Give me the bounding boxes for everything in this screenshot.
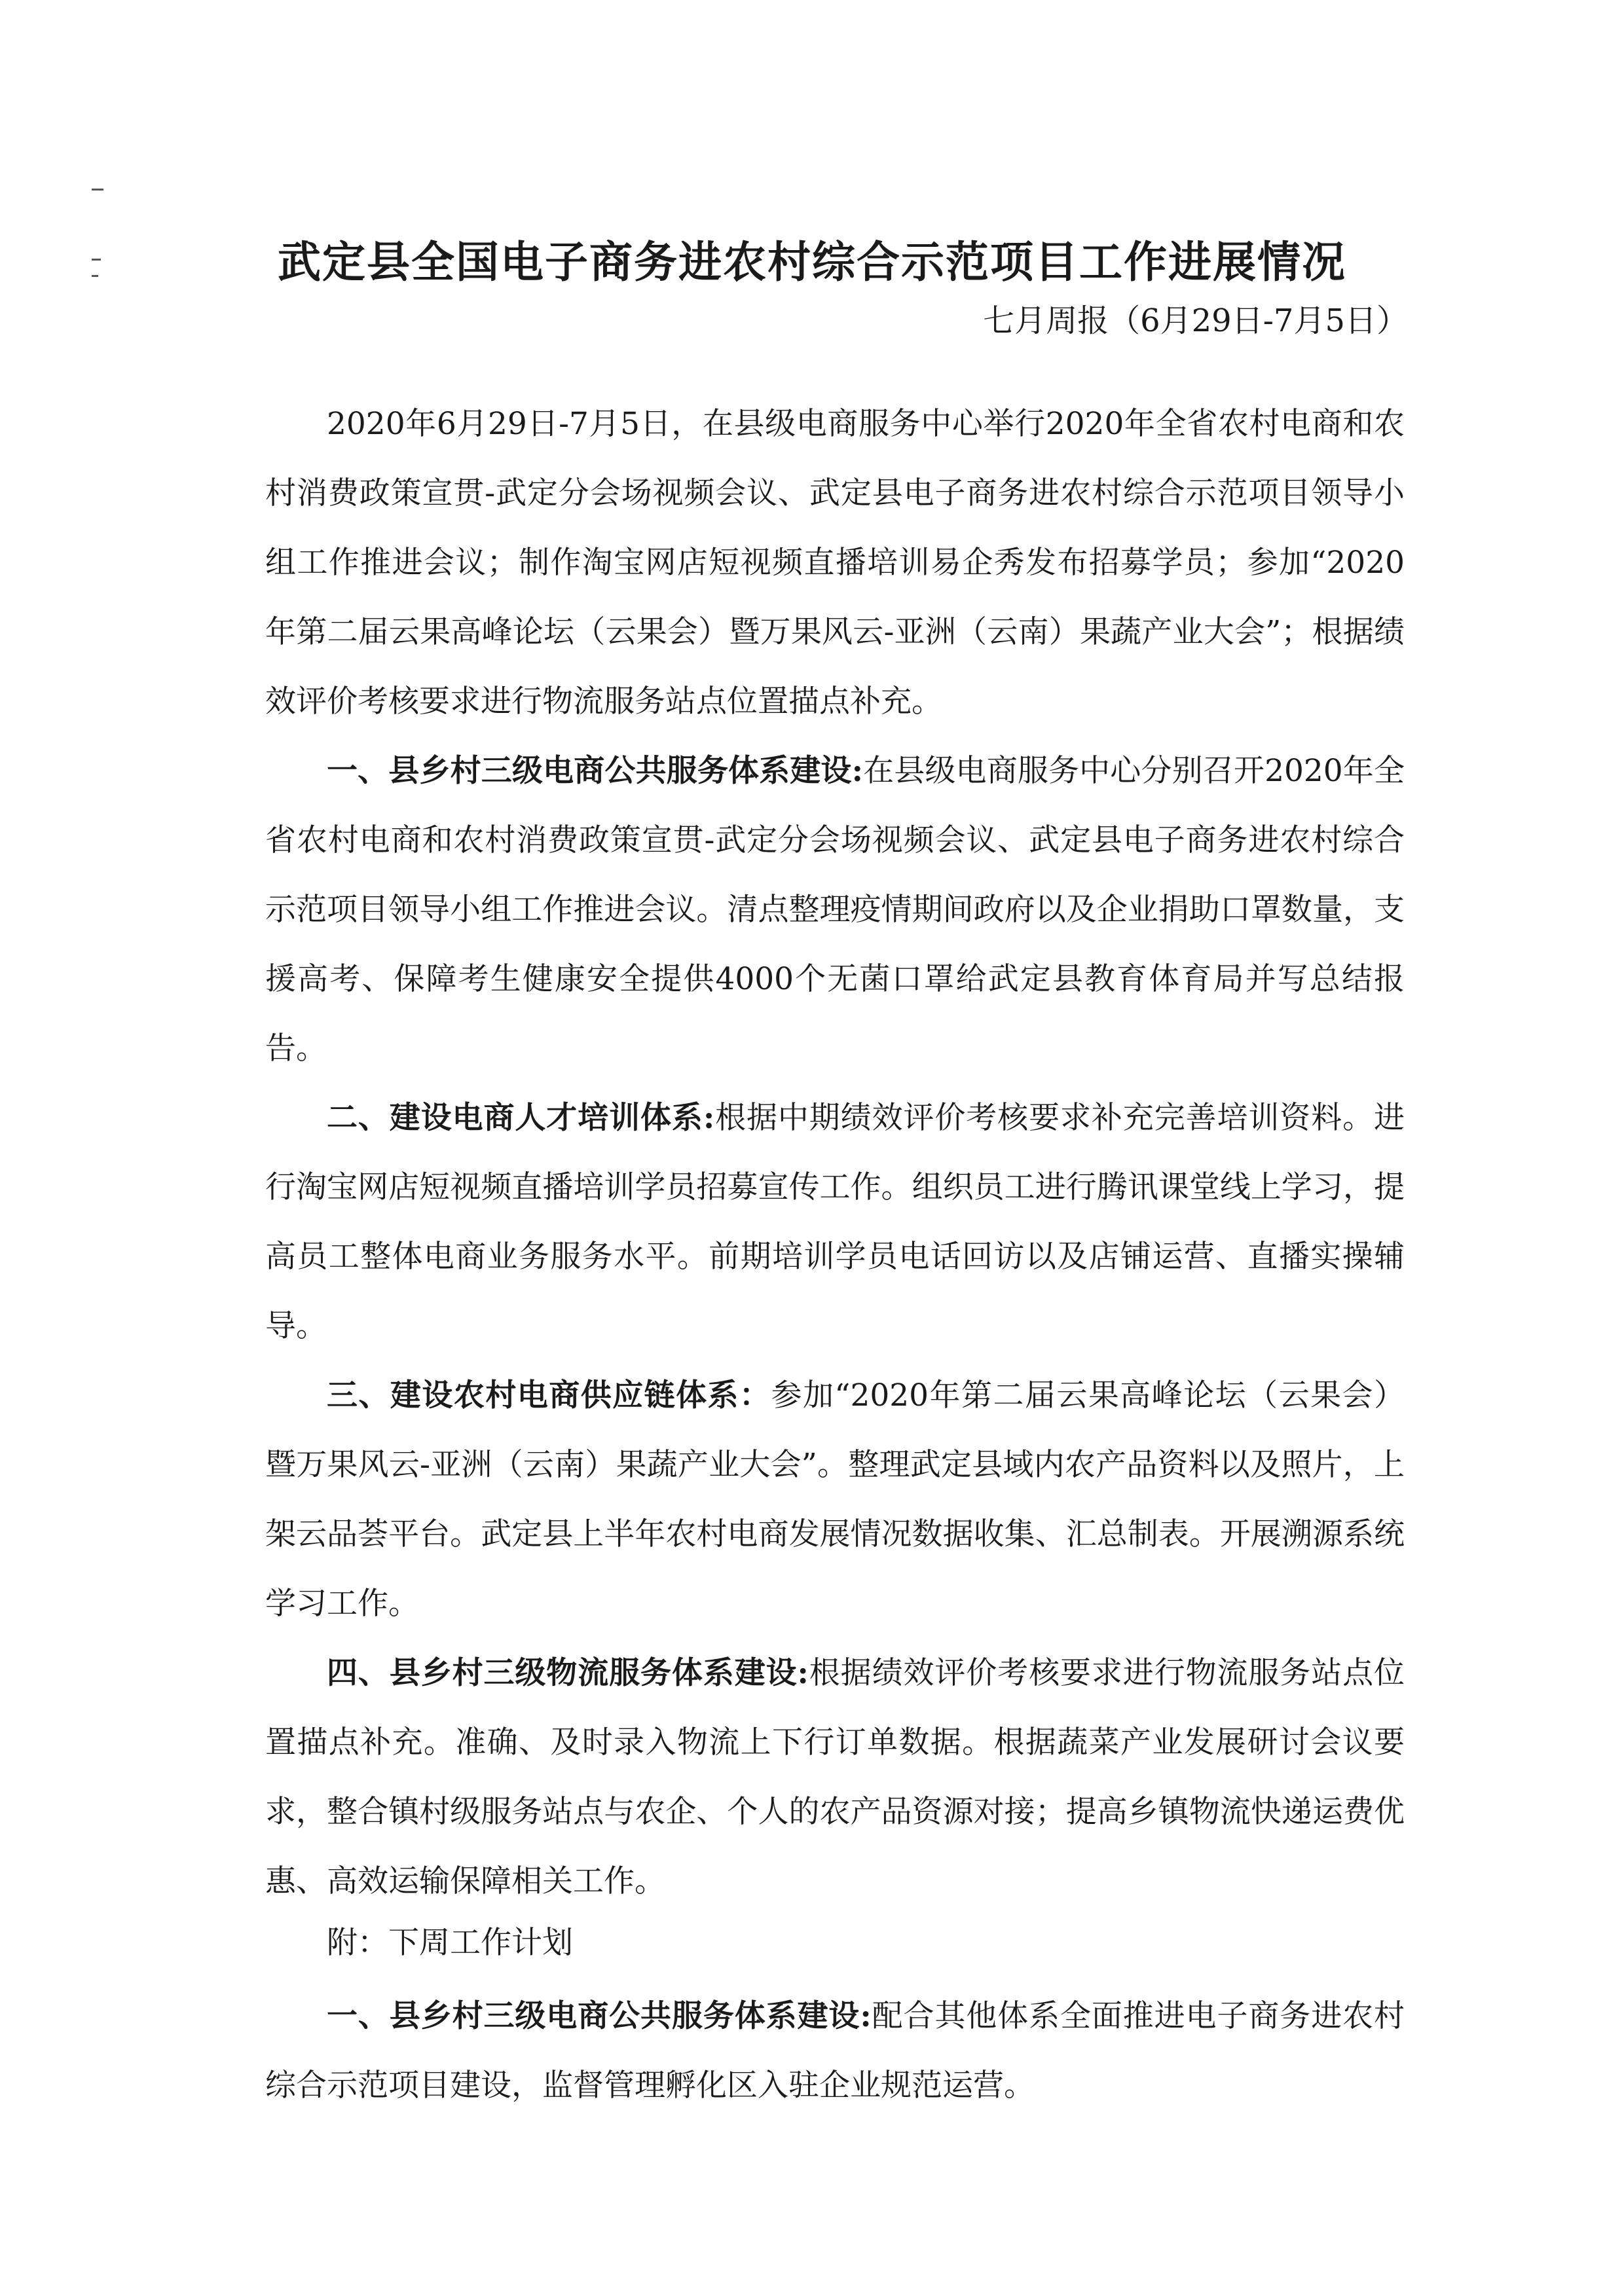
section-paragraph xyxy=(265,1361,1405,1639)
section-heading: 二、建设电商人才培训体系: xyxy=(327,1100,715,1136)
section-heading: 一、县乡村三级电商公共服务体系建设: xyxy=(327,753,863,789)
appendix xyxy=(265,1908,1405,2121)
document-subtitle: 七月周报（6月29日-7月5日） xyxy=(983,302,1408,339)
appendix-item-text: 配合其他体系全面推进电子商务进农村综合示范项目建设，监督管理孵化区入驻企业规范运营。 xyxy=(265,1998,1405,2104)
section-heading: 三、建设农村电商供应链体系： xyxy=(327,1377,771,1413)
section-text: 根据绩效评价考核要求进行物流服务站点位置描点补充。准确、及时录入物流上下行订单数据。根据蔬菜产业发展研讨会议要求，整合镇村级服务站点与农企、个人的农产品资源对接；提高乡镇物流快递运费优惠、高效运输保障相关工作。 xyxy=(265,1655,1405,1899)
appendix-item xyxy=(265,1982,1405,2121)
scan-artifact xyxy=(92,259,101,261)
section-paragraph xyxy=(265,1084,1405,1361)
intro-paragraph: 2020年6月29日-7月5日，在县级电商服务中心举行2020年全省农村电商和农村消费政策宣贯-武定分会场视频会议、武定县电子商务进农村综合示范项目领导小组工作推进会议；制作淘宝网店短视频直播培训易企秀发布招募学员；参加“2020年第二届云果高峰论坛（云果会）暨万果风云-亚洲（云南）果蔬产业大会”；根据绩效评价考核要求进行物流服务站点位置描点补充。 xyxy=(265,406,1405,720)
section-text: 在县级电商服务中心分别召开2020年全省农村电商和农村消费政策宣贯-武定分会场视频会议、武定县电子商务进农村综合示范项目领导小组工作推进会议。清点整理疫情期间政府以及企业捐助口罩数量，支援高考、保障考生健康安全提供4000个无菌口罩给武定县教育体育局并写总结报告。 xyxy=(265,753,1405,1066)
scan-artifact xyxy=(92,275,98,277)
section-text: 参加“2020年第二届云果高峰论坛（云果会）暨万果风云-亚洲（云南）果蔬产业大会”。整理武定县域内农产品资料以及照片，上架云品荟平台。武定县上半年农村电商发展情况数据收集、汇总制表。开展溯源系统学习工作。 xyxy=(265,1377,1405,1622)
section-text: 根据中期绩效评价考核要求补充完善培训资料。进行淘宝网店短视频直播培训学员招募宣传工作。组织员工进行腾讯课堂线上学习，提高员工整体电商业务服务水平。前期培训学员电话回访以及店铺运营、直播实操辅导。 xyxy=(265,1100,1405,1344)
appendix-heading: 附：下周工作计划 xyxy=(327,1925,573,1961)
document-title: 武定县全国电子商务进农村综合示范项目工作进展情况 xyxy=(278,236,1346,287)
section-paragraph xyxy=(265,1639,1405,1916)
section-paragraph xyxy=(265,737,1405,1084)
document-body xyxy=(265,390,1405,1916)
scan-artifact xyxy=(92,189,103,191)
appendix-item-heading: 一、县乡村三级电商公共服务体系建设: xyxy=(327,1998,872,2034)
section-heading: 四、县乡村三级物流服务体系建设: xyxy=(327,1655,809,1691)
